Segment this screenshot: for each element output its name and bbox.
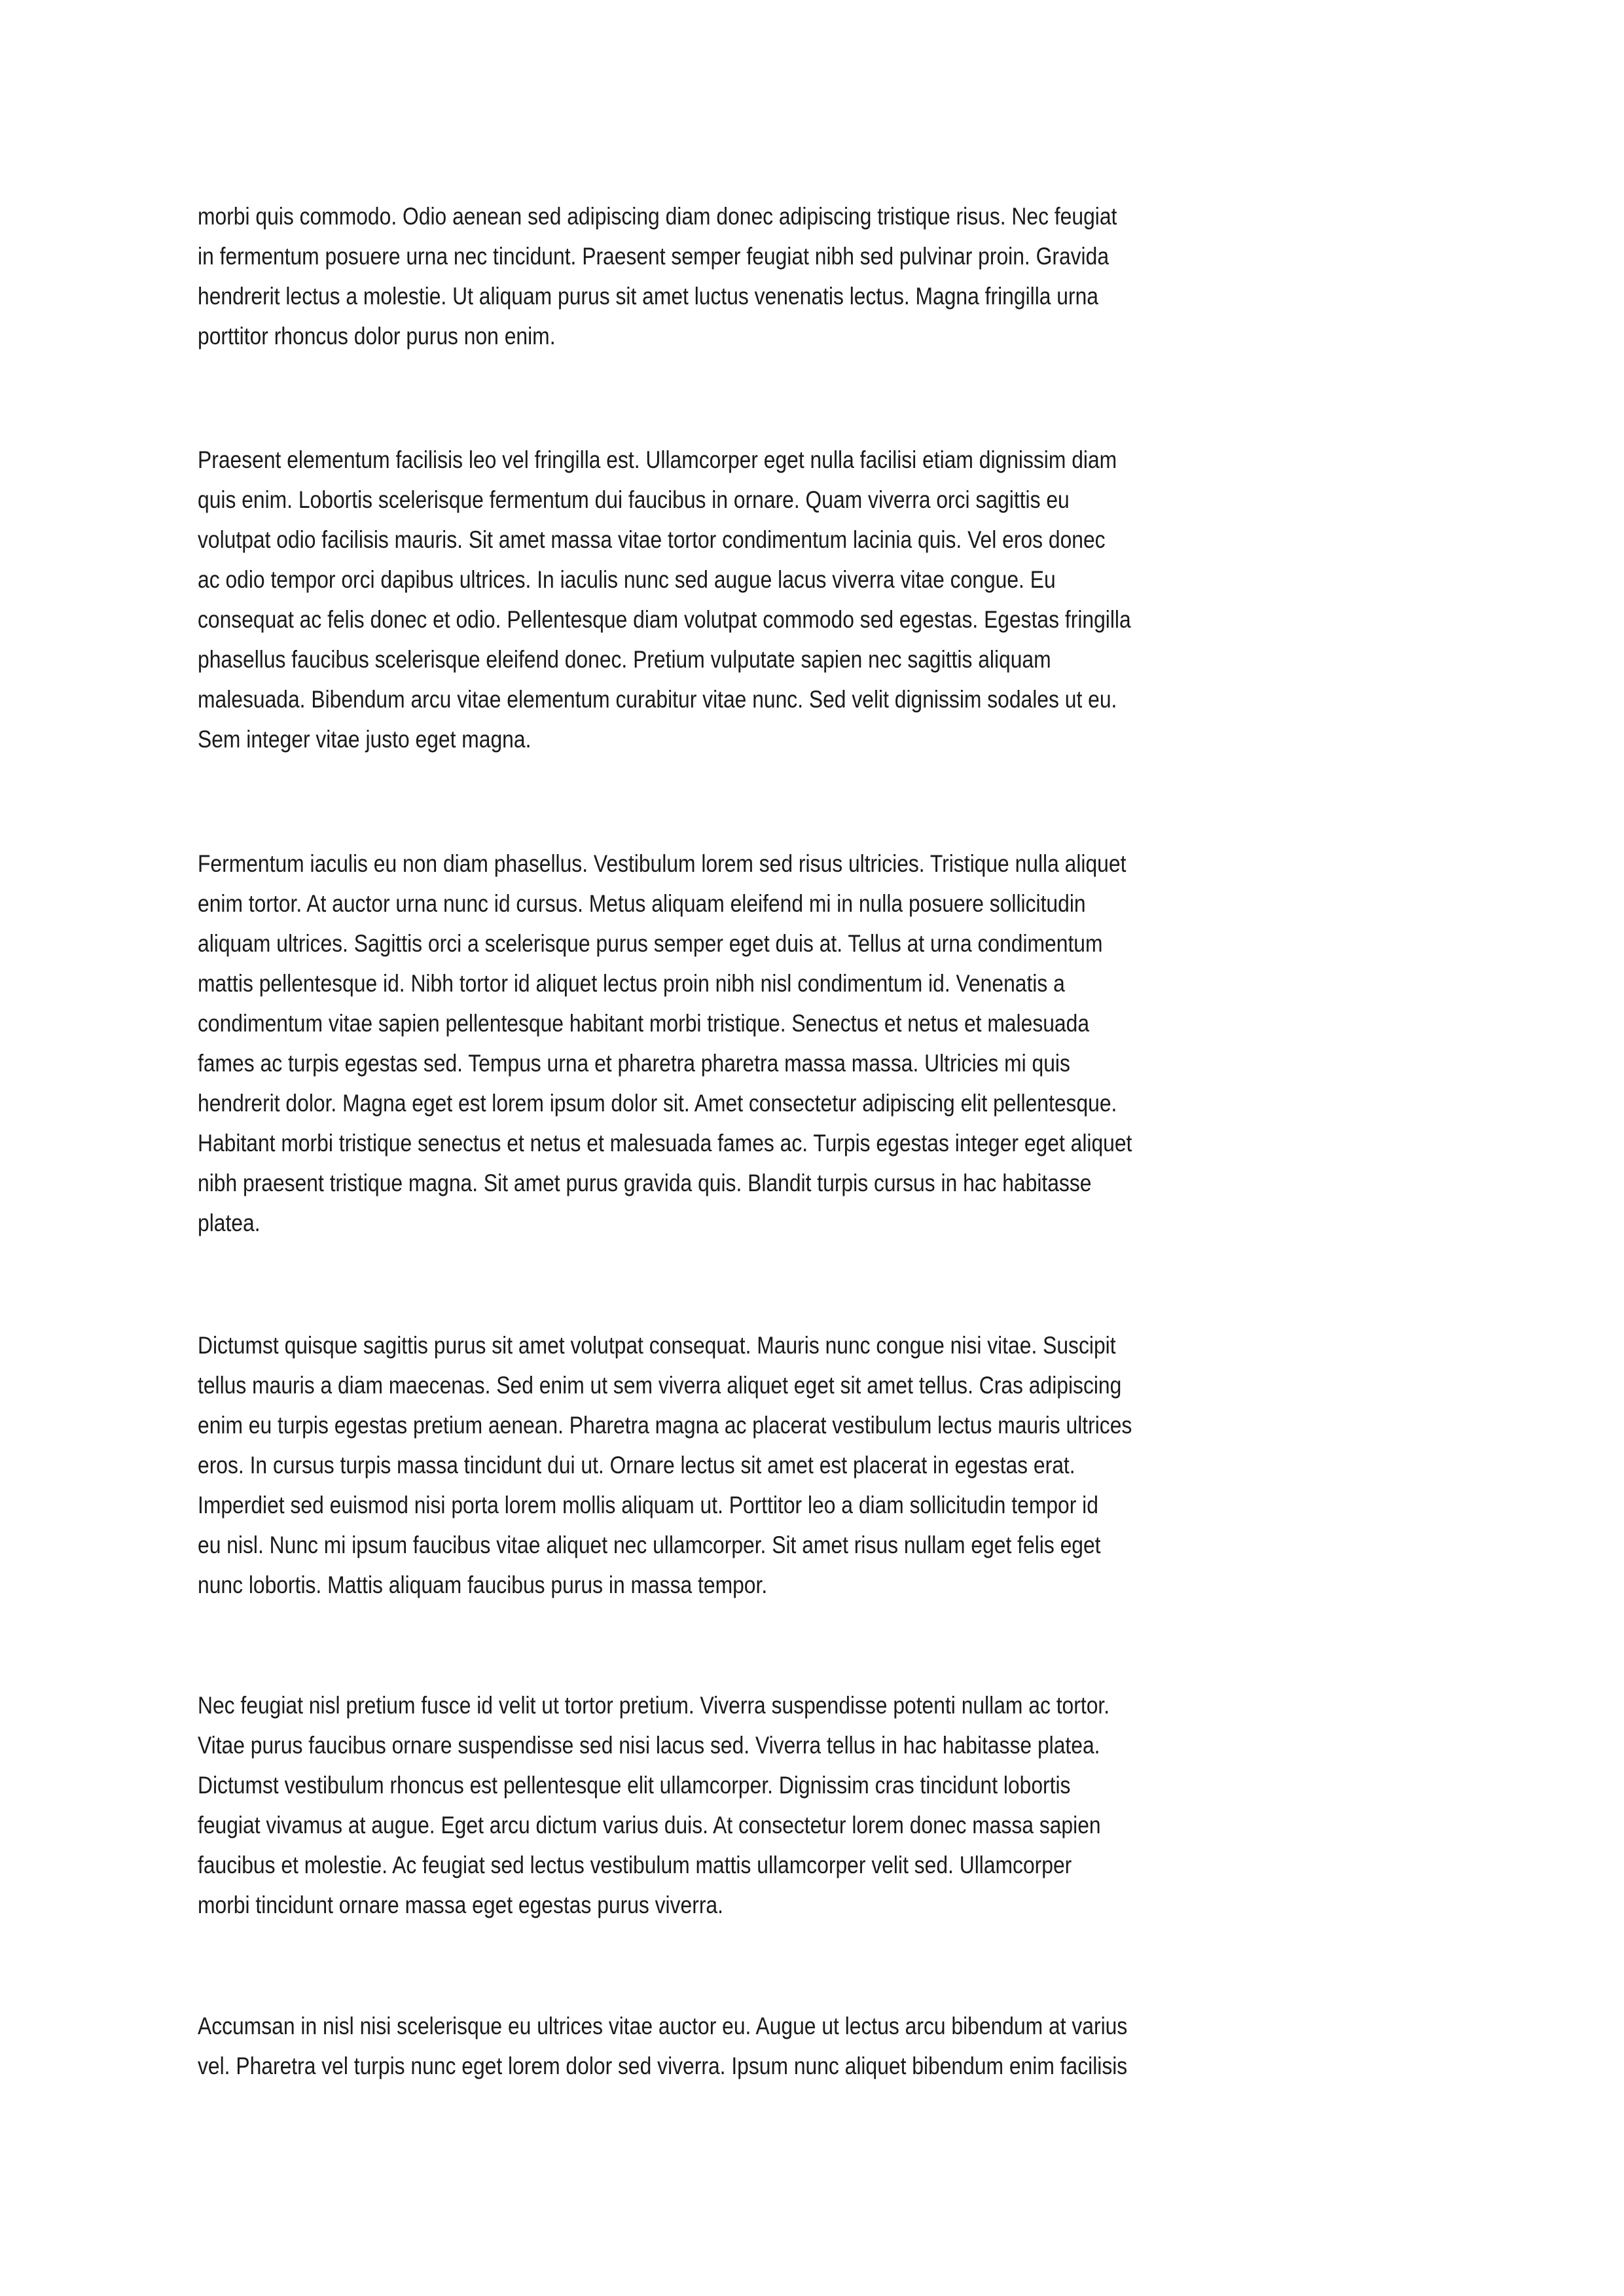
paragraph-1 xyxy=(198,196,1441,356)
text-line: vel. Pharetra vel turpis nunc eget lorem dolor sed viverra. Ipsum nunc aliquet bibendum enim facilisis xyxy=(198,2053,1128,2079)
text-line: ac odio tempor orci dapibus ultrices. In iaculis nunc sed augue lacus viverra vitae congue. Eu xyxy=(198,566,1056,593)
text-line: morbi tincidunt ornare massa eget egestas purus viverra. xyxy=(198,1892,723,1918)
text-line: feugiat vivamus at augue. Eget arcu dictum varius duis. At consectetur lorem donec massa sapien xyxy=(198,1812,1101,1839)
text-line: condimentum vitae sapien pellentesque habitant morbi tristique. Senectus et netus et malesuada xyxy=(198,1010,1090,1037)
text-line: tellus mauris a diam maecenas. Sed enim ut sem viverra aliquet eget sit amet tellus. Cras adipiscing xyxy=(198,1372,1122,1399)
text-line: Sem integer vitae justo eget magna. xyxy=(198,726,532,753)
paragraph-6 xyxy=(198,2006,1441,2086)
text-line: Habitant morbi tristique senectus et netus et malesuada fames ac. Turpis egestas integer eget aliquet xyxy=(198,1130,1132,1157)
text-line: Dictumst vestibulum rhoncus est pellentesque elit ullamcorper. Dignissim cras tincidunt lobortis xyxy=(198,1772,1071,1799)
text-line: mattis pellentesque id. Nibh tortor id aliquet lectus proin nibh nisl condimentum id. Venenatis a xyxy=(198,970,1065,997)
text-line: consequat ac felis donec et odio. Pellentesque diam volutpat commodo sed egestas. Egestas fringilla xyxy=(198,606,1131,633)
text-line: platea. xyxy=(198,1210,261,1236)
paragraph-4 xyxy=(198,1325,1441,1605)
text-line: quis enim. Lobortis scelerisque fermentum dui faucibus in ornare. Quam viverra orci sagittis eu xyxy=(198,486,1070,513)
text-line: fames ac turpis egestas sed. Tempus urna et pharetra pharetra massa massa. Ultricies mi quis xyxy=(198,1050,1070,1077)
text-line: porttitor rhoncus dolor purus non enim. xyxy=(198,323,556,350)
paragraph-5 xyxy=(198,1685,1441,1925)
text-line: Praesent elementum facilisis leo vel fringilla est. Ullamcorper eget nulla facilisi etiam dignissim diam xyxy=(198,446,1117,473)
text-line: Imperdiet sed euismod nisi porta lorem mollis aliquam ut. Porttitor leo a diam sollicitudin tempor id xyxy=(198,1492,1098,1518)
text-line: faucibus et molestie. Ac feugiat sed lectus vestibulum mattis ullamcorper velit sed. Ullamcorper xyxy=(198,1852,1072,1878)
text-line: aliquam ultrices. Sagittis orci a scelerisque purus semper eget duis at. Tellus at urna condimentum xyxy=(198,930,1103,957)
text-line: phasellus faucibus scelerisque eleifend donec. Pretium vulputate sapien nec sagittis aliquam xyxy=(198,646,1051,673)
text-line: morbi quis commodo. Odio aenean sed adipiscing diam donec adipiscing tristique risus. Nec feugiat xyxy=(198,203,1117,230)
text-line: Dictumst quisque sagittis purus sit amet volutpat consequat. Mauris nunc congue nisi vitae. Suscipit xyxy=(198,1332,1116,1359)
text-line: nibh praesent tristique magna. Sit amet purus gravida quis. Blandit turpis cursus in hac habitasse xyxy=(198,1170,1092,1196)
text-line: nunc lobortis. Mattis aliquam faucibus purus in massa tempor. xyxy=(198,1571,768,1598)
text-line: Fermentum iaculis eu non diam phasellus. Vestibulum lorem sed risus ultricies. Tristique nulla aliquet xyxy=(198,850,1127,877)
paragraph-2 xyxy=(198,440,1441,759)
paragraph-3 xyxy=(198,844,1441,1243)
text-line: Accumsan in nisl nisi scelerisque eu ultrices vitae auctor eu. Augue ut lectus arcu bibendum at varius xyxy=(198,2013,1128,2039)
text-line: eu nisl. Nunc mi ipsum faucibus vitae aliquet nec ullamcorper. Sit amet risus nullam eget felis eget xyxy=(198,1532,1101,1558)
text-line: hendrerit dolor. Magna eget est lorem ipsum dolor sit. Amet consectetur adipiscing elit pellentesque. xyxy=(198,1090,1117,1117)
text-line: enim tortor. At auctor urna nunc id cursus. Metus aliquam eleifend mi in nulla posuere sollicitudin xyxy=(198,890,1086,917)
text-line: Nec feugiat nisl pretium fusce id velit ut tortor pretium. Viverra suspendisse potenti nullam ac tortor. xyxy=(198,1692,1110,1719)
text-line: hendrerit lectus a molestie. Ut aliquam purus sit amet luctus venenatis lectus. Magna fringilla urna xyxy=(198,283,1098,310)
text-line: enim eu turpis egestas pretium aenean. Pharetra magna ac placerat vestibulum lectus mauris ultrices xyxy=(198,1412,1132,1439)
text-line: volutpat odio facilisis mauris. Sit amet massa vitae tortor condimentum lacinia quis. Vel eros donec xyxy=(198,526,1106,553)
text-line: malesuada. Bibendum arcu vitae elementum curabitur vitae nunc. Sed velit dignissim sodales ut eu. xyxy=(198,686,1117,713)
text-line: in fermentum posuere urna nec tincidunt. Praesent semper feugiat nibh sed pulvinar proin. Gravida xyxy=(198,243,1110,270)
text-line: Vitae purus faucibus ornare suspendisse sed nisi lacus sed. Viverra tellus in hac habitasse platea. xyxy=(198,1732,1100,1759)
text-line: eros. In cursus turpis massa tincidunt dui ut. Ornare lectus sit amet est placerat in egestas erat. xyxy=(198,1452,1075,1479)
